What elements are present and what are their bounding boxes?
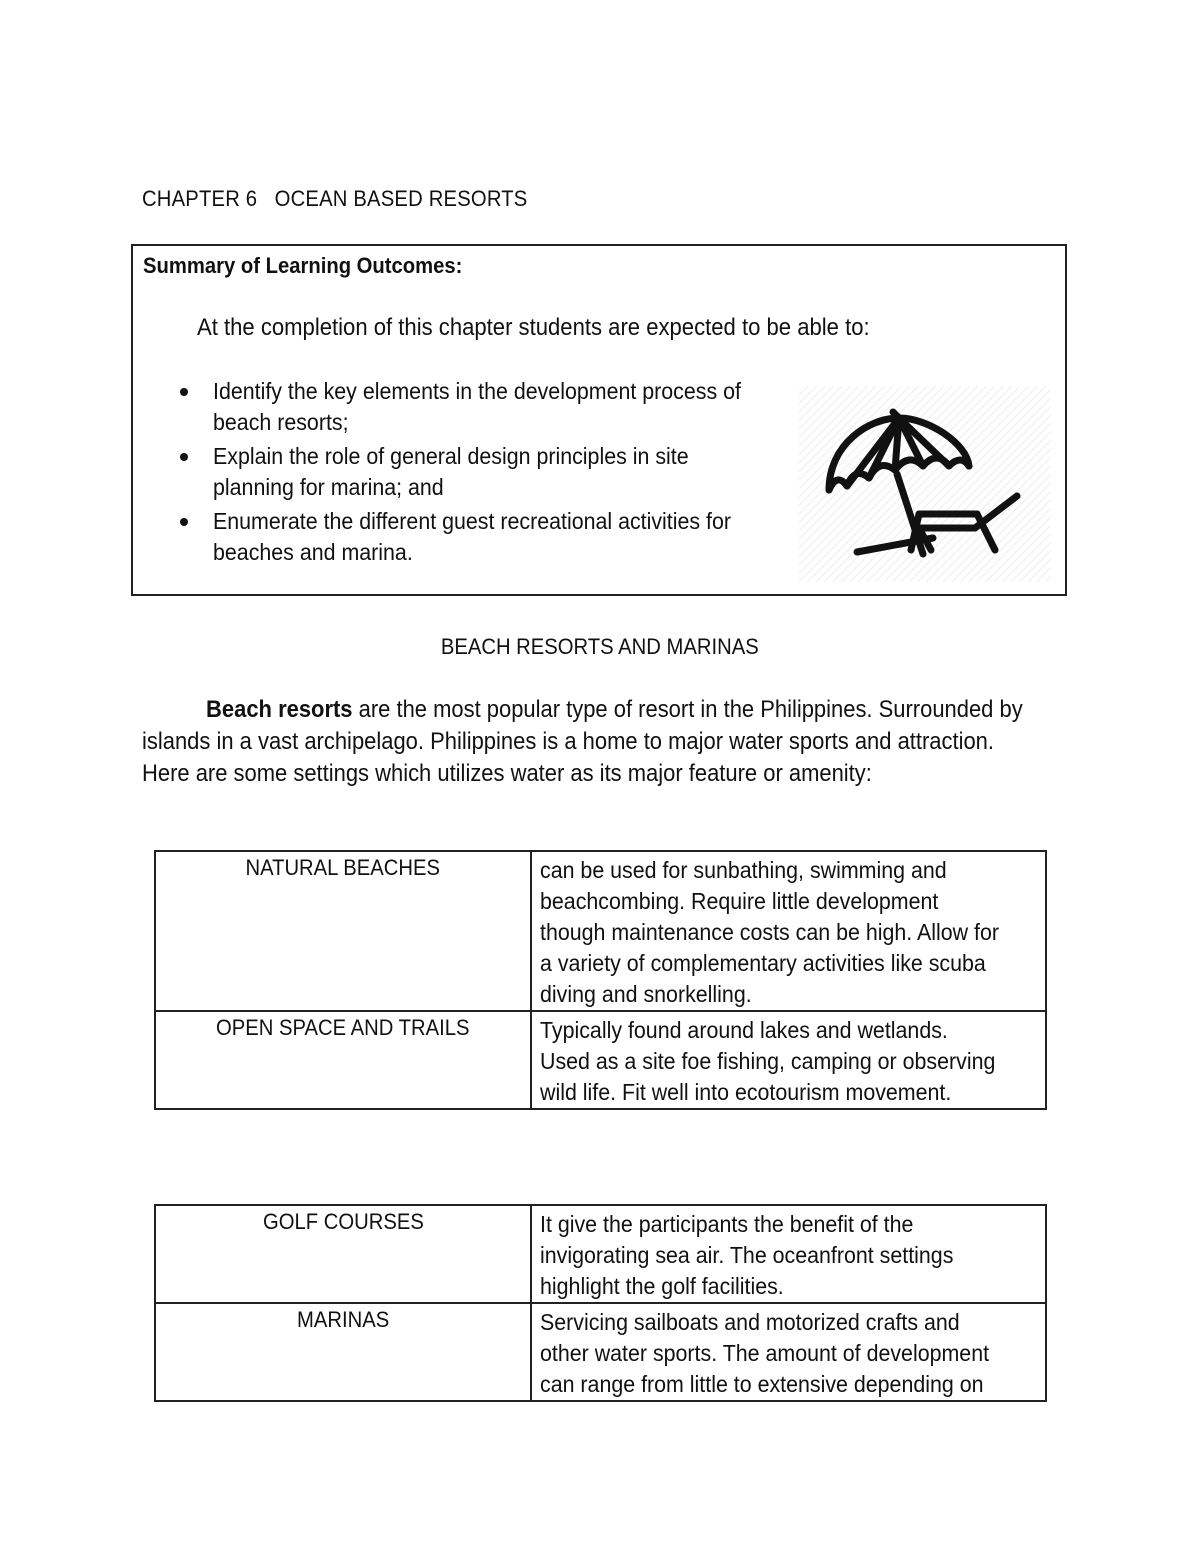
outcome-item (173, 376, 793, 438)
bullet-icon (180, 453, 188, 461)
section-heading (0, 634, 1200, 660)
settings-table-2 (154, 1204, 1047, 1402)
intro-bold-term: Beach resorts (206, 696, 353, 723)
setting-label: MARINAS (296, 1307, 390, 1332)
description-line: other water sports. The amount of development (540, 1340, 990, 1366)
setting-label-cell (155, 1303, 531, 1401)
outcome-line: planning for marina; and (213, 474, 444, 500)
outcome-item (173, 506, 793, 568)
description-line: Used as a site foe fishing, camping or observing (540, 1048, 996, 1074)
setting-description-cell (531, 1011, 1046, 1109)
section-heading-text: BEACH RESORTS AND MARINAS (441, 634, 759, 659)
outcomes-heading: Summary of Learning Outcomes: (143, 253, 463, 278)
setting-label: OPEN SPACE AND TRAILS (216, 1015, 470, 1040)
description-line: diving and snorkelling. (540, 981, 752, 1007)
beach-umbrella-chair-icon (799, 386, 1051, 582)
outcome-line: Identify the key elements in the development process of (213, 378, 741, 404)
setting-description-cell (531, 1205, 1046, 1303)
table-row (155, 1011, 1046, 1109)
description-line: beachcombing. Require little development (540, 888, 939, 914)
outcome-list (173, 376, 793, 571)
outcome-line: beach resorts; (213, 409, 349, 435)
bullet-icon (180, 518, 188, 526)
bullet-icon (180, 388, 188, 396)
description-line: can range from little to extensive depending on (540, 1371, 984, 1397)
setting-label-cell (155, 851, 531, 1011)
intro-line (142, 694, 1023, 726)
table-row (155, 1303, 1046, 1401)
settings-table-1 (154, 850, 1047, 1110)
description-line: can be used for sunbathing, swimming and (540, 857, 947, 883)
description-line: wild life. Fit well into ecotourism movement. (540, 1079, 952, 1105)
intro-paragraph (142, 694, 1082, 790)
description-line: Servicing sailboats and motorized crafts and (540, 1309, 960, 1335)
outcome-line: Explain the role of general design principles in site (213, 443, 689, 469)
setting-description-cell (531, 851, 1046, 1011)
setting-description-cell (531, 1303, 1046, 1401)
setting-label: NATURAL BEACHES (245, 855, 441, 880)
outcome-line: beaches and marina. (213, 539, 413, 565)
chapter-title: CHAPTER 6 OCEAN BASED RESORTS (142, 186, 528, 211)
table-row (155, 1205, 1046, 1303)
setting-label: GOLF COURSES (262, 1209, 424, 1234)
outcome-item (173, 441, 793, 503)
intro-line: Here are some settings which utilizes water as its major feature or amenity: (142, 760, 872, 787)
description-line: It give the participants the benefit of the (540, 1211, 914, 1237)
description-line: highlight the golf facilities. (540, 1273, 784, 1299)
learning-outcomes-box (131, 244, 1067, 596)
description-line: invigorating sea air. The oceanfront settings (540, 1242, 954, 1268)
intro-line-rest: are the most popular type of resort in the Philippines. Surrounded by (352, 696, 1023, 723)
intro-line: islands in a vast archipelago. Philippines is a home to major water sports and attraction. (142, 728, 995, 755)
outcome-line: Enumerate the different guest recreational activities for (213, 508, 732, 534)
table-row (155, 851, 1046, 1011)
outcomes-intro: At the completion of this chapter students are expected to be able to: (197, 314, 870, 341)
description-line: Typically found around lakes and wetlands. (540, 1017, 948, 1043)
description-line: a variety of complementary activities like scuba (540, 950, 986, 976)
setting-label-cell (155, 1205, 531, 1303)
description-line: though maintenance costs can be high. Allow for (540, 919, 999, 945)
setting-label-cell (155, 1011, 531, 1109)
